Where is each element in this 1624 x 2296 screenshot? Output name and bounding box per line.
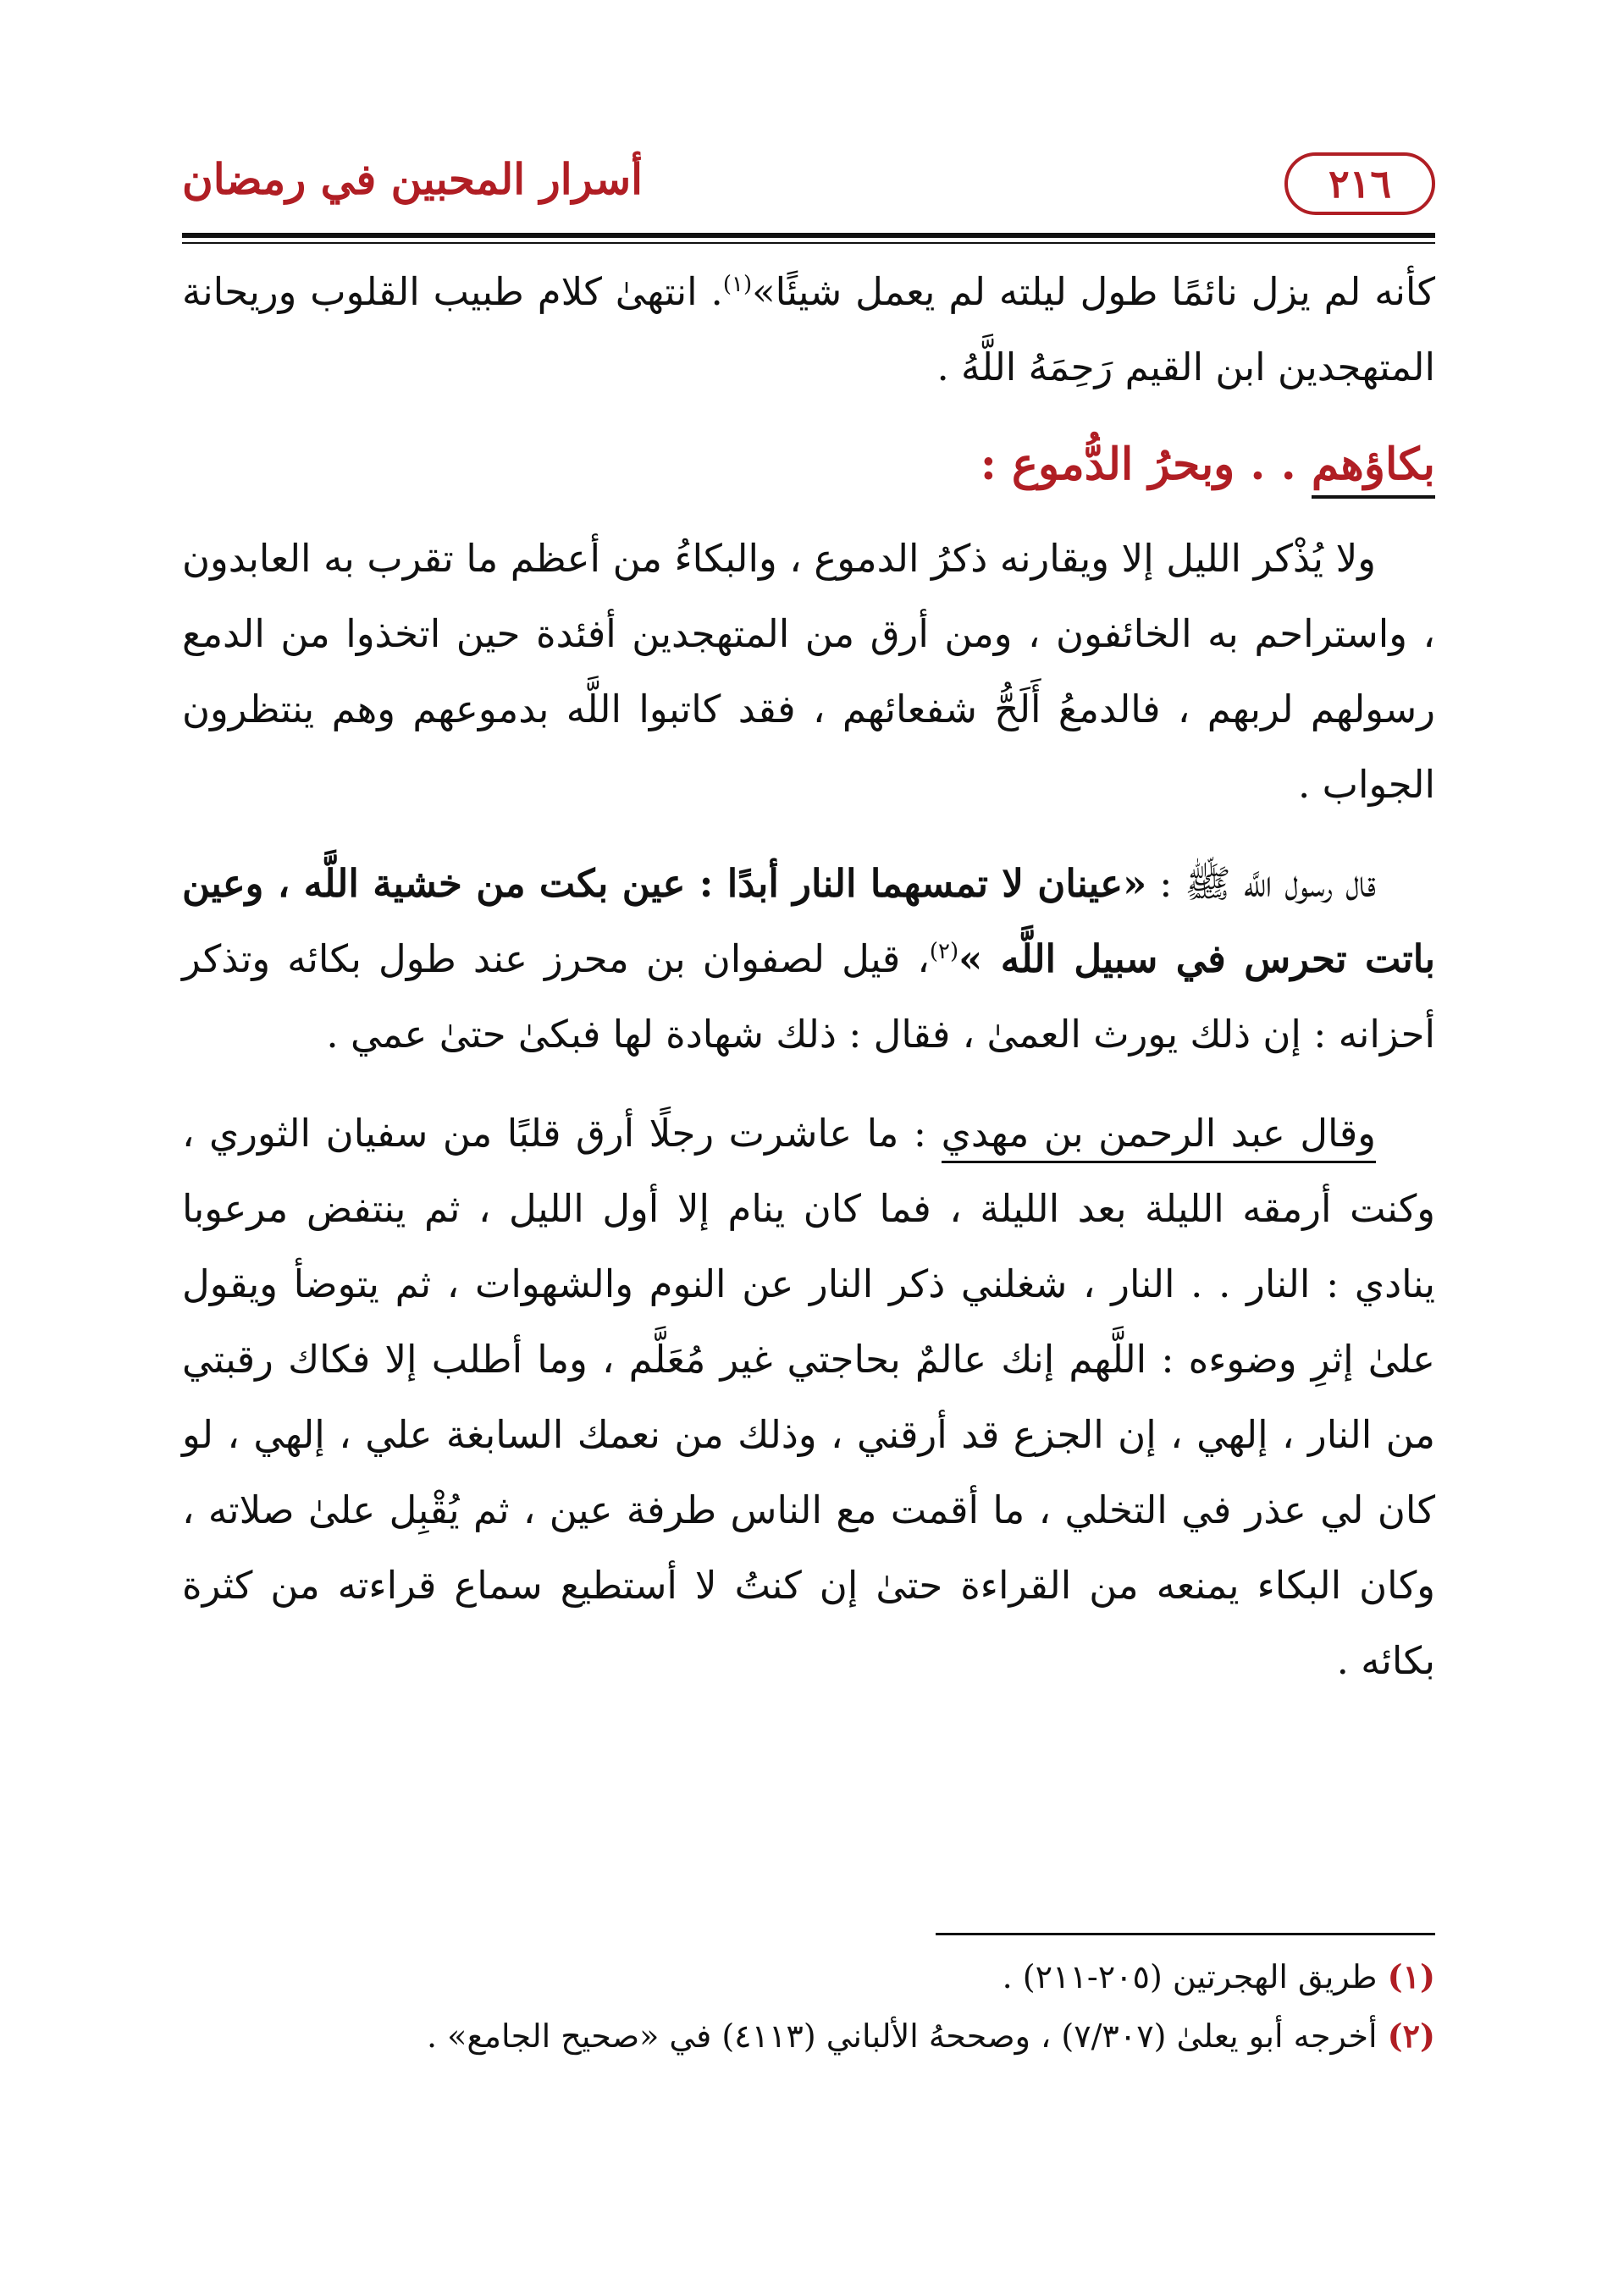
p3-tail: ، قيل لصفوان بن محرز عند طول بكائه وتذكر أحزانه : إن ذلك يورث العمىٰ ، فقال : ذلك شهادة لها فبكىٰ حتىٰ عمي . bbox=[182, 936, 1435, 1057]
footnote-1 bbox=[182, 1947, 1435, 2006]
footnote-2-number: (٢) bbox=[1387, 2017, 1435, 2055]
section-heading bbox=[182, 427, 1435, 502]
header-rule-thin bbox=[182, 242, 1435, 244]
footnotes bbox=[182, 1947, 1435, 2066]
narrator-name: وقال عبد الرحمن بن مهدي bbox=[942, 1111, 1376, 1163]
header-rule-thick bbox=[182, 233, 1435, 238]
main-text bbox=[182, 254, 1435, 1698]
heading-underlined: بكاؤهم bbox=[1312, 439, 1435, 499]
page-number: ٢١٦ bbox=[1284, 152, 1435, 215]
p3-intro: قال رسول اللَّه ﷺ : bbox=[1146, 861, 1377, 906]
footnote-separator bbox=[936, 1933, 1435, 1935]
p1-tail: . انتهىٰ كلام طبيب القلوب وريحانة المتهجدين ابن القيم رَحِمَهُ اللَّهُ . bbox=[182, 269, 1435, 389]
footnote-1-number: (١) bbox=[1387, 1957, 1435, 1995]
footnote-ref-1[interactable]: (١) bbox=[722, 272, 753, 297]
paragraph-3 bbox=[182, 846, 1435, 1072]
heading-rest: . . وبحرُ الدُّموع : bbox=[980, 439, 1312, 490]
paragraph-1 bbox=[182, 254, 1435, 405]
paragraph-2: ولا يُذْكر الليل إلا ويقارنه ذكرُ الدموع ، والبكاءُ من أعظم ما تقرب به العابدون ، واستراحم به الخائفون ، ومن أرق من المتهجدين أفئدة حين اتخذوا من الدمع رسولهم لربهم ، فالدمعُ أَلَحُّ شفعائهم ، فقد كاتبوا اللَّه بدموعهم وهم ينتظرون الجواب . bbox=[182, 536, 1435, 807]
hadith-text: «عينان لا تمسهما النار أبدًا : عين بكت من خشية اللَّه ، وعين باتت تحرس في سبيل اللَّه » bbox=[182, 861, 1435, 981]
page-header bbox=[182, 152, 1435, 229]
p1-text: كأنه لم يزل نائمًا طول ليلته لم يعمل شيئًا» bbox=[752, 269, 1435, 314]
paragraph-4 bbox=[182, 1096, 1435, 1698]
book-title: أسرار المحبين في رمضان bbox=[182, 154, 643, 204]
footnote-ref-2[interactable]: (٢) bbox=[929, 939, 959, 964]
footnote-2 bbox=[182, 2006, 1435, 2066]
footnote-2-text: أخرجه أبو يعلىٰ (٧/٣٠٧) ، وصححهُ الألباني (٤١١٣) في «صحيح الجامع» . bbox=[427, 2017, 1388, 2055]
p4-text: : ما عاشرت رجلًا أرق قلبًا من سفيان الثوري ، وكنت أرمقه الليلة بعد الليلة ، فما كان ينام إلا أول الليل ، ثم ينتفض مرعوبا ينادي : النار . . النار ، شغلني ذكر النار عن النوم والشهوات ، ثم يتوضأ ويقول علىٰ إثرِ وضوءه : اللَّهم إنك عالمٌ بحاجتي غير مُعَلَّم ، وما أطلب إلا فكاك رقبتي من النار ، إلهي ، إن الجزع قد أرقني ، وذلك من نعمك السابغة علي ، إلهي ، لو كان لي عذر في التخلي ، ما أقمت مع الناس طرفة عين ، ثم يُقْبِل علىٰ صلاته ، وكان البكاء يمنعه من القراءة حتىٰ إن كنتُ لا أستطيع سماع قراءته من كثرة بكائه . bbox=[182, 1111, 1435, 1683]
footnote-1-text: طريق الهجرتين (٢٠٥-٢١١) . bbox=[1002, 1958, 1388, 1995]
